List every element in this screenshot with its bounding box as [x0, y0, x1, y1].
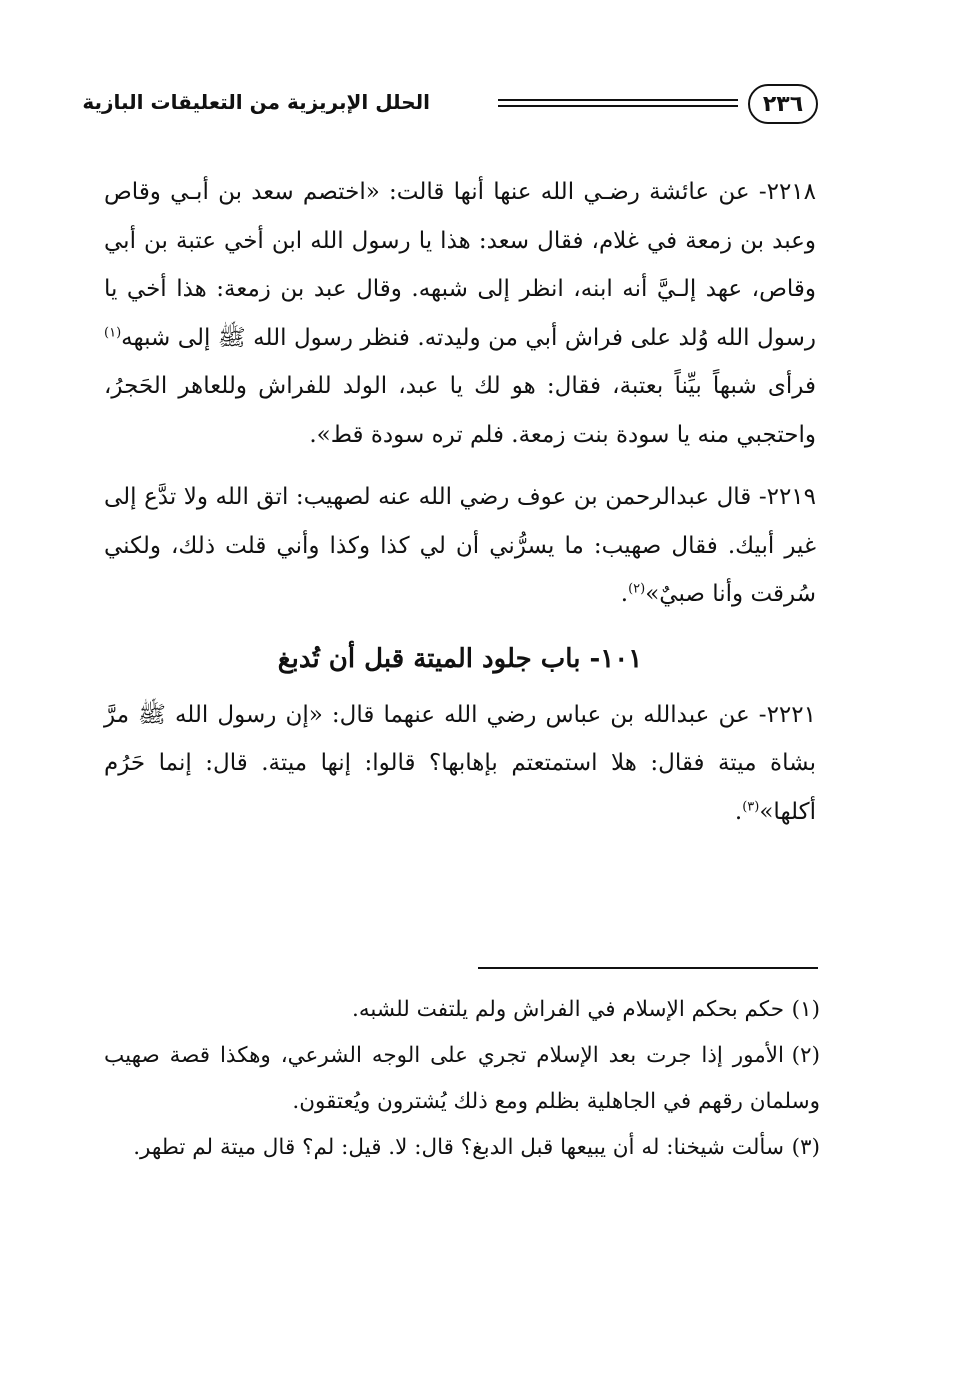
- footnote-number: (١): [791, 997, 820, 1022]
- footnote-1: [104, 987, 820, 1033]
- running-title: الحلل الإبريزية من التعليقات البازية: [82, 90, 430, 114]
- main-text: [104, 168, 816, 850]
- hadith-2219: [104, 473, 816, 619]
- footnote-2: [104, 1033, 820, 1125]
- hadith-text-continued: .: [620, 581, 629, 607]
- hadith-number: ٢٢١٨-: [758, 179, 817, 205]
- hadith-number: ٢٢٢١-: [758, 701, 816, 728]
- hadith-text: قال عبدالرحمن بن عوف رضي الله عنه لصهيب: اتق الله ولا تدَّع إلى غير أبيك. فقال صهيب: ما يسرُّني أن لي كذا وكذا وأني قلت ذلك، ولكني سُرقت وأنا صبيٌ»: [104, 484, 816, 607]
- footnote-number: (٢): [791, 1043, 820, 1068]
- footnotes: [104, 987, 820, 1171]
- footnote-marker: (٢): [628, 581, 646, 597]
- footnote-text: الأمور إذا جرت بعد الإسلام تجري على الوجه الشرعي، وهكذا قصة صهيب وسلمان رقهم في الجاهلية بظلم ومع ذلك يُشترون ويُعتقون.: [104, 1043, 820, 1114]
- hadith-text: عن عبدالله بن عباس رضي الله عنهما قال: «إن رسول الله ﷺ مرَّ بشاة ميتة فقال: هلا استمتعتم بإهابها؟ قالوا: إنها ميتة. قال: إنما حَرُم أكلها»: [104, 701, 816, 825]
- footnote-separator: [478, 967, 818, 969]
- hadith-text: عن عائشة رضـي الله عنها أنها قالت: «اختصم سعد بن أبـي وقاص وعبد بن زمعة في غلام، فقال سعد: هذا يا رسول الله ابن أخي عتبة بن أبي وقاص، عهد إلـيَّ أنه ابنه، انظر إلى شبهه. وقال عبد بن زمعة: هذا أخي يا رسول الله وُلد على فراش أبي من وليدته. فنظر رسول الله ﷺ إلى شبهه: [104, 179, 816, 351]
- hadith-text-continued: .: [734, 798, 743, 825]
- page-header: [82, 82, 818, 128]
- hadith-2221: [104, 691, 816, 837]
- footnote-text: سألت شيخنا: له أن يبيعها قبل الدبغ؟ قال: لا. قيل: لم؟ قال ميتة لم تطهر.: [133, 1135, 784, 1160]
- footnote-text: حكم بحكم الإسلام في الفراش ولم يلتفت للشبه.: [352, 997, 784, 1022]
- header-double-rule: [498, 99, 738, 107]
- chapter-heading: ١٠١- باب جلود الميتة قبل أن تُدبغ: [277, 643, 643, 674]
- page-number: ٢٣٦: [762, 91, 804, 117]
- hadith-2218: [104, 168, 816, 459]
- footnote-marker: (١): [104, 324, 122, 340]
- page-number-badge: [748, 84, 818, 124]
- hadith-number: ٢٢١٩-: [758, 484, 817, 510]
- footnote-marker: (٣): [742, 798, 760, 814]
- hadith-text-continued: فرأى شبهاً بيِّناً بعتبة، فقال: هو لك يا عبد، الولد للفراش وللعاهر الحَجرُ، واحتجبي منه يا سودة بنت زمعة. فلم تره سودة قط».: [104, 373, 816, 448]
- footnote-3: [104, 1125, 820, 1171]
- footnote-number: (٣): [791, 1135, 820, 1160]
